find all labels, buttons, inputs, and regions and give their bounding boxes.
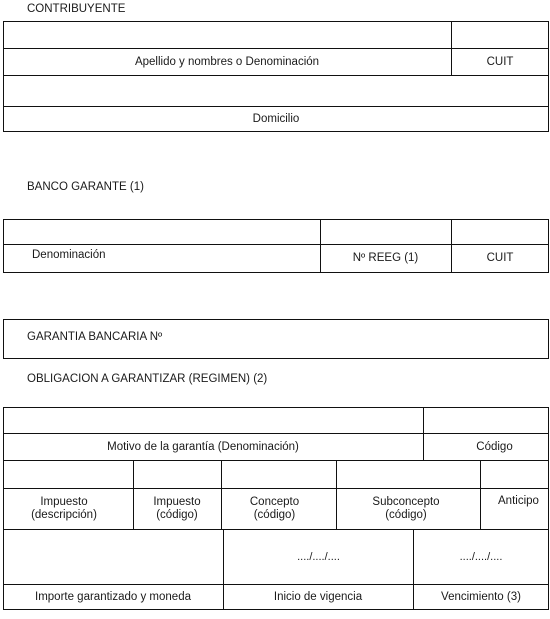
importe-label: Importe garantizado y moneda (35, 591, 191, 603)
contribuyente-cuit-label: CUIT (486, 55, 514, 68)
concepto-label (221, 489, 328, 529)
concepto-line1: Concepto (249, 496, 300, 508)
motivo-field[interactable] (4, 408, 423, 433)
codigo-label: Código (476, 440, 513, 453)
codigo-field[interactable] (424, 408, 548, 433)
concepto-field[interactable] (222, 461, 336, 488)
banco-heading: BANCO GARANTE (1) (27, 181, 144, 193)
impuesto-codigo-label (133, 489, 221, 529)
contribuyente-domicilio-field[interactable] (4, 76, 548, 106)
importe-field[interactable] (4, 530, 223, 584)
subconcepto-line2: (código) (385, 509, 427, 521)
banco-cuit-label: CUIT (486, 252, 514, 264)
motivo-label: Motivo de la garantía (Denominación) (107, 440, 299, 453)
impuesto-codigo-field[interactable] (134, 461, 221, 488)
banco-reeg-label: Nº REEG (1) (352, 252, 419, 264)
impuesto-descripcion-label (3, 489, 125, 529)
anticipo-label: Anticipo (498, 495, 539, 507)
impuesto-codigo-line1: Impuesto (153, 496, 201, 508)
subconcepto-line1: Subconcepto (372, 496, 440, 508)
anticipo-field[interactable] (481, 461, 548, 488)
vencimiento-label: Vencimiento (3) (441, 591, 521, 603)
impuesto-descripcion-line2: (descripción) (31, 509, 97, 521)
contribuyente-name-label: Apellido y nombres o Denominación (134, 55, 320, 68)
impuesto-descripcion-line1: Impuesto (40, 496, 88, 508)
subconcepto-field[interactable] (337, 461, 480, 488)
contribuyente-name-field[interactable] (4, 22, 451, 48)
banco-denominacion-field[interactable] (4, 220, 320, 244)
vencimiento-date-field[interactable]: ..../..../.... (459, 550, 503, 563)
banco-cuit-field[interactable] (452, 220, 548, 244)
contribuyente-cuit-field[interactable] (452, 22, 548, 48)
subconcepto-label (336, 489, 476, 529)
banco-denominacion-label: Denominación (32, 249, 106, 261)
garantia-bancaria-label: GARANTIA BANCARIA Nº (27, 331, 163, 343)
inicio-label: Inicio de vigencia (273, 591, 363, 603)
impuesto-codigo-line2: (código) (156, 509, 198, 521)
contribuyente-heading: CONTRIBUYENTE (27, 3, 126, 15)
concepto-line2: (código) (253, 509, 296, 521)
obligacion-heading: OBLIGACION A GARANTIZAR (REGIMEN) (2) (27, 373, 268, 385)
contribuyente-domicilio-label: Domicilio (252, 113, 300, 125)
banco-reeg-field[interactable] (321, 220, 451, 244)
impuesto-descripcion-field[interactable] (4, 461, 133, 488)
inicio-date-field[interactable]: ..../..../.... (297, 550, 340, 563)
